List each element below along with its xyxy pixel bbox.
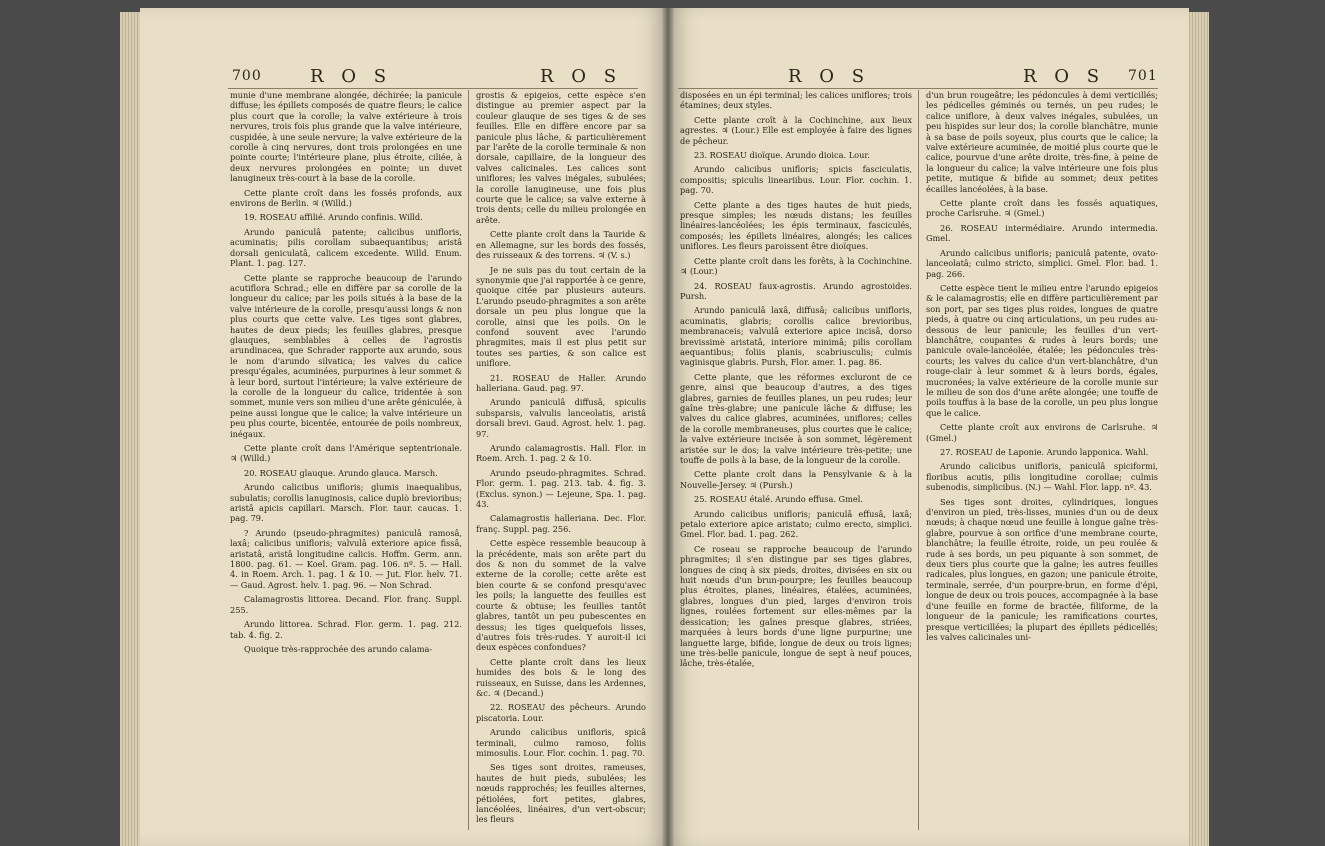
paragraph: Cette plante se rapproche beaucoup de l'arundo acutiflora Schrad.; elle en diffère par sa corolle de la longueur du calice; par les poils situés à la base de la valve intérieure de la corolle, presqu'aussi longs & non plus courts que cette valve. Les tiges sont glabres, hautes de deux pieds; les feuilles glabres, presque glauques, semblables à celles de l'agrostis arundinacea, que Schrader rapporte aux arundo, sous le nom d'arundo silvatica; les valves du calice presqu'égales, acuminées, purpurines à leur sommet & à leur bord, surtout l'intérieure; la valve extérieure de la corolle de la longueur du calice, tridentée à son sommet, munie vers son milieu d'une arête géniculée, à peine aussi longue que le calice; la valve intérieure un peu plus courte, bicentée, entourée de poils nombreux, inégaux.	[230, 272, 463, 439]
paragraph: Cette plante croît à la Cochinchine, aux lieux agrestes. ♃ (Lour.) Elle est employée à faire des lignes de pêcheur.	[680, 114, 912, 146]
paragraph: Cette plante croît dans l'Amérique septentrionale. ♃ (Willd.)	[230, 443, 462, 464]
paragraph: 26. ROSEAU intermédiaire. Arundo intermedia. Gmel.	[926, 222, 1158, 244]
page-edges-left	[120, 12, 142, 846]
paragraph: Arundo calicibus unifloris; glumis inaequalibus, subulatis; corollis lanuginosis, calice duplò brevioribus; aristâ apicis capillari. Marsch. Flor. taur. caucas. 1. pag. 79.	[230, 482, 462, 524]
paragraph: Arundo paniculâ patente; calicibus unifloris, acuminatis; pilis corollam subaequantibus; aristâ dorsali geniculatâ, calicem excedente. Willd. Enum. Plant. 1. pag. 127.	[230, 226, 462, 269]
paragraph: Cette plante croît dans les forêts, à la Cochinchine. ♃ (Lour.)	[680, 255, 912, 277]
paragraph: Calamagrostis littorea. Decand. Flor. franç. Suppl. 255.	[230, 594, 462, 615]
paragraph: Arundo paniculâ diffusâ, spiculis subsparsis, valvulis lanceolatis, aristâ dorsali brevi. Gaud. Agrost. helv. 1. pag. 97.	[476, 397, 646, 439]
left-page-number: 700	[232, 68, 262, 84]
paragraph: Arundo calicibus unifloris; spicis fasciculatis, compositis; spiculis lineariibus. Lour. Flor. cochin. 1. pag. 70.	[680, 164, 912, 196]
paragraph: Arundo calicibus unifloris, spicâ terminali, culmo ramoso, foliis mimosulis. Lour. Flor. cochin. 1. pag. 70.	[476, 727, 646, 758]
paragraph: 19. ROSEAU affilié. Arundo confinis. Willd.	[244, 212, 423, 223]
right-running-head-1: R O S	[788, 66, 871, 87]
paragraph: Cette plante, que les réformes excluront de ce genre, ainsi que beaucoup d'autres, a des tiges glabres, garnies de feuilles planes, un peu rudes; leur gaîne très-glabre; une panicule lâche & diffuse; les valves du calice glabres, acuminées, uniflores; celles de la corolle membraneuses, plus courtes que le calice; la valve extérieure incisée à son sommet, légèrement aristée sur le dos; la valve intérieure très-petite; une touffe de poils à la base, de la longueur de la corolle.	[680, 371, 912, 465]
paragraph: Cette plante croît aux environs de Carlsruhe. ♃ (Gmel.)	[926, 422, 1158, 443]
paragraph: ? Arundo (pseudo-phragmites) paniculâ ramosâ, laxâ; calicibus unifloris; valvulâ exteriore apice fissâ, aristatâ, aristâ longitudine calicis. Hoffm. Germ. ann. 1800. pag. 61. — Koel. Gram. pag. 106. nº. 5. — Hall. 4. in Roem. Arch. 1. pag. 1 & 10. — Jut. Flor. helv. 71. — Gaud. Agrost. helv. 1. pag. 96. — Non Schrad.	[230, 527, 462, 590]
paragraph: 21. ROSEAU de Haller. Arundo halleriana. Gaud. pag. 97.	[476, 372, 646, 393]
paragraph: Ses tiges sont droites, cylindriques, longues d'environ un pied, très-lisses, munies d'un ou de deux nœuds; à chaque nœud une feuille à longue gaîne très-glabre, pourvue à son orifice d'une membrane courte, blanchâtre; la feuille étroite, roide, un peu roulée & rude à ses bords, un peu piquante à son sommet, de deux tiers plus courte que la gaîne; les autres feuilles radicales, plus longues, en gazon; une panicule étroite, terminale, serrée, d'un pourpre-brun, en forme d'épi, longue de deux ou trois pouces, accompagnée à la base d'une feuille en forme de bractée, filiforme, de la longueur de la panicule; les ramifications courtes, presque verticillées; la plupart des épillets pédicellés; les valves calicinales uni-	[926, 496, 1158, 642]
paragraph: Ses tiges sont droites, rameuses, hautes de huit pieds, subulées; les nœuds rapprochés; les feuilles alternes, pétiolées, fort petites, glabres, lancéolées, linéaires, d'un vert-obscur; les fleurs	[476, 762, 646, 825]
paragraph: disposées en un épi terminal; les calices uniflores; trois étamines; deux styles.	[680, 90, 912, 111]
paragraph: Cette plante croît dans les fossés profonds, aux environs de Berlin. ♃ (Willd.)	[230, 187, 462, 209]
paragraph: Arundo paniculâ laxâ, diffusâ; calicibus unifloris, acuminatis, glabris; corollis calice brevioribus, membranaceis; valvulâ exteriore apice incisâ, dorso brevissimè aristatâ, interiore minimâ; pilis corollam aequantibus; foliis planis, scabriusculis; culmis vaginisque glabris. Pursh, Flor. amer. 1. pag. 86.	[680, 305, 912, 368]
paragraph: 25. ROSEAU étalé. Arundo effusa. Gmel.	[694, 494, 863, 505]
right-column-divider	[918, 90, 919, 830]
right-header-rule	[678, 88, 1158, 89]
left-column-1	[230, 90, 462, 658]
paragraph: Arundo pseudo-phragmites. Schrad. Flor. germ. 1. pag. 213. tab. 4. fig. 3. (Exclus. synon.) — Lejeune, Spa. 1. pag. 43.	[476, 467, 646, 510]
right-page-number: 701	[1128, 68, 1158, 84]
paragraph: Cette plante a des tiges hautes de huit pieds, presque simples; les nœuds distans; les feuilles linéaires-lancéolées; les épis terminaux, fasciculés, composés; les épillets linéaires, alongés; les calices uniflores. Les fleurs paroissent être dioïques.	[680, 199, 912, 252]
left-header-rule	[228, 88, 638, 89]
left-column-2	[476, 90, 646, 829]
paragraph: Arundo calicibus unifloris; paniculâ patente, ovato-lanceolatâ; culmo stricto, simplici. Gmel. Flor. bad. 1. pag. 266.	[926, 247, 1158, 279]
paragraph: Arundo calamagrostis. Hall. Flor. in Roem. Arch. 1. pag. 2 & 10.	[476, 443, 646, 464]
left-running-head-2: R O S	[540, 66, 623, 87]
left-running-head-1: R O S	[310, 66, 393, 87]
right-page	[668, 8, 1189, 846]
paragraph: Je ne suis pas du tout certain de la synonymie que j'ai rapportée à ce genre, quoique citée par plusieurs auteurs. L'arundo pseudo-phragmites a son arête dorsale un peu plus longue que la corolle, ainsi que les poils. On le confond souvent avec l'arundo phragmites, mais il est plus petit sur toutes ses parties, & son calice est uniflore.	[476, 264, 646, 369]
paragraph: Cette plante croît dans la Tauride & en Allemagne, sur les bords des fossés, des ruisseaux & des torrens. ♃ (V. s.)	[476, 229, 646, 261]
paragraph: grostis & epigeios, cette espèce s'en distingue au premier aspect par la couleur glauque de ses tiges & de ses feuilles. Elle en diffère encore par sa panicule plus lâche, & particulièrement par l'arête de la corolle terminale & non dorsale, capillaire, de la longueur des valves calicinales. Les calices sont uniflores; les valves inégales, subulées; la corolle lanugineuse, une fois plus courte que le calice; sa valve externe à trois dents; celle du milieu prolongée en arête.	[476, 90, 646, 225]
left-page	[140, 8, 668, 846]
paragraph: 22. ROSEAU des pêcheurs. Arundo piscatoria. Lour.	[476, 702, 646, 723]
paragraph: Calamagrostis halleriana. Dec. Flor. franç. Suppl. pag. 256.	[476, 513, 646, 534]
right-running-head-2: R O S	[1023, 66, 1106, 87]
paragraph: 27. ROSEAU de Laponie. Arundo lapponica. Wahl.	[940, 447, 1149, 457]
paragraph: Cette espèce tient le milieu entre l'arundo epigeios & le calamagrostis; elle en diffère particulièrement par son port, par ses tiges plus roides, longues de quatre pieds, à quatre ou cinq articulations, un peu rudes au-dessous de leur panicule; les feuilles d'un vert-blanchâtre, coupantes & rudes à leurs bords; une panicule ovale-lancéolée, étalée; les pédoncules très-courts; les valves du calice d'un vert-blanchâtre, d'un rouge-clair à leur sommet & à leurs bords, égales, mucronées; la valve extérieure de la corolle munie sur le milieu de son dos d'une arête alongée; une touffe de poils touffus à la base de la corolle, un peu plus longue que le calice.	[926, 282, 1158, 418]
paragraph: d'un brun rougeâtre; les pédoncules à demi verticillés; les pédicelles géminés ou ternés, un peu rudes; le calice uniflore, à deux valves inégales, subulées, un peu hispides sur leur dos; la corolle blanchâtre, munie à sa base de poils soyeux, plus courts que le calice; la valve extérieure acuminée, de moitié plus courte que le calice, pourvue d'une arête droite, très-fine, à peine de la longueur du calice; la valve intérieure une fois plus petite, mutique & bifide au sommet; deux petites écailles lancéolées, à la base.	[926, 90, 1158, 194]
page-edges-right	[1187, 12, 1209, 846]
paragraph: Quoique très-rapprochée des arundo calama-	[244, 643, 433, 654]
paragraph: Arundo calicibus unifloris; paniculâ effusâ, laxâ; petalo exteriore apice aristato; culmo erecto, simplici. Gmel. Flor. bad. 1. pag. 262.	[680, 508, 912, 540]
left-column-divider	[468, 90, 469, 830]
paragraph: 24. ROSEAU faux-agrostis. Arundo agrostoides. Pursh.	[680, 280, 912, 301]
paragraph: Cette plante croît dans la Pensylvanie & à la Nouvelle-Jersey. ♃ (Pursh.)	[680, 469, 912, 490]
paragraph: Cette plante croît dans les fossés aquatiques, proche Carlsruhe. ♃ (Gmel.)	[926, 198, 1158, 219]
paragraph: Cette espèce ressemble beaucoup à la précédente, mais son arête part du dos & non du sommet de la valve externe de la corolle; cette arête est bien courte & se confond presqu'avec les poils; la languette des feuilles est courte & obtuse; les feuilles tantôt glabres, tantôt un peu pubescentes en dessus; les tiges quelquefois lisses, d'autres fois très-rudes. Y auroit-il ici deux espèces confondues?	[476, 538, 646, 653]
paragraph: 23. ROSEAU dioïque. Arundo dioica. Lour.	[694, 150, 870, 161]
paragraph: Arundo littorea. Schrad. Flor. germ. 1. pag. 212. tab. 4. fig. 2.	[230, 619, 462, 640]
paragraph: Arundo calicibus unifloris, paniculâ spiciformi, floribus acutis, pilis longitudine corollae; culmis subenodis, simplicibus. (N.) — Wahl. Flor. lapp. nº. 43.	[926, 461, 1158, 493]
right-column-1	[680, 90, 912, 673]
paragraph: Ce roseau se rapproche beaucoup de l'arundo phragmites; il s'en distingue par ses tiges glabres, longues de cinq à six pieds, droites, divisées en six ou huit nœuds d'un brun-pourpre; les feuilles beaucoup plus étroites, planes, linéaires, étalées, acuminées, glabres, longues d'un pied, larges d'environ trois lignes, roulées fortement sur elles-mêmes par la dessication; les gaînes presque glabres, striées, marquées à leurs bords d'une ligne purpurine; une languette large, bifide, longue de deux ou trois lignes; une très-belle panicule, longue de sept à neuf pouces, lâche, très-étalée,	[680, 543, 912, 669]
book-gutter	[662, 8, 674, 846]
right-column-2	[926, 90, 1158, 646]
paragraph: munie d'une membrane alongée, déchirée; la panicule diffuse; les épillets composés de quatre fleurs; le calice plus court que la corolle; la valve extérieure à trois nervures, trois fois plus grande que la valve intérieure, cuspidée, à une seule nervure; la valve extérieure de la corolle à cinq nervures, dont trois prolongées en une pointe courte; l'intérieure plane, plus étroite, ciliée, à deux nervures prolongées en pointe; un duvet lanugineux très-court à la base de la corolle.	[230, 90, 462, 184]
paragraph: Cette plante croît dans les lieux humides des bois & le long des ruisseaux, en Suisse, dans les Ardennes, &c. ♃ (Decand.)	[476, 656, 646, 698]
paragraph: 20. ROSEAU glauque. Arundo glauca. Marsch.	[244, 467, 438, 478]
